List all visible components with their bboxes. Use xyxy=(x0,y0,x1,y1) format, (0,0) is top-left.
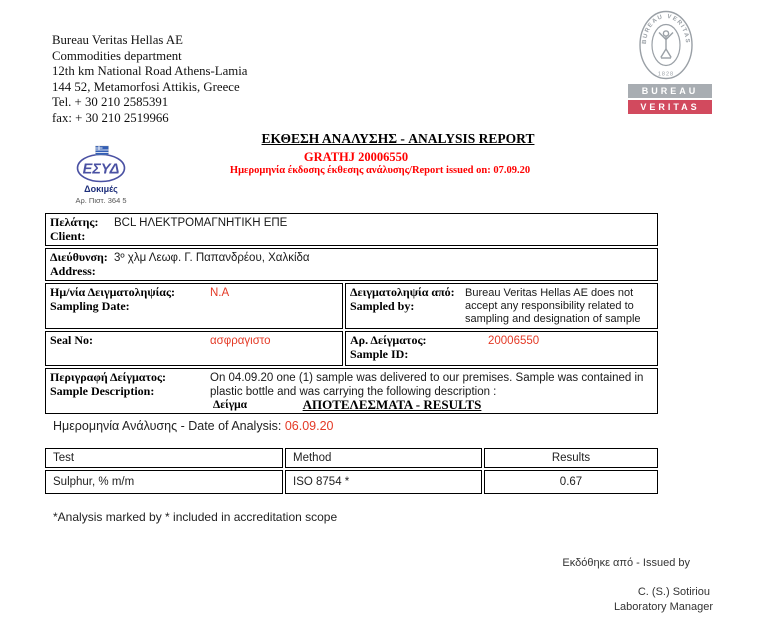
table-row xyxy=(45,331,658,366)
table-row xyxy=(45,213,658,246)
letterhead-line: Tel. + 30 210 2585391 xyxy=(52,95,169,110)
analysis-date-label: Ημερομηνία Ανάλυσης - Date of Analysis: xyxy=(53,419,282,433)
letterhead xyxy=(52,33,247,127)
veritas-bar: VERITAS xyxy=(628,100,712,114)
table-row xyxy=(45,283,658,329)
issued-by-label: Εκδόθηκε από - Issued by xyxy=(562,557,690,569)
client-value: BCL ΗΛΕΚΤΡΟΜΑΓΝΗΤΙΚΗ ΕΠΕ xyxy=(114,217,288,229)
column-header-method: Method xyxy=(285,448,482,468)
letterhead-line: 12th km National Road Athens-Lamia xyxy=(52,64,248,79)
results-heading: ΑΠΟΤΕΛΕΣΜΑΤΑ - RESULTS xyxy=(302,397,482,412)
analysis-date-line xyxy=(53,419,334,433)
bv-figure-icon xyxy=(659,31,673,58)
result-value-cell: 0.67 xyxy=(484,470,658,494)
signatory-name: C. (S.) Sotiriou xyxy=(637,586,710,598)
column-header-test: Test xyxy=(45,448,283,468)
sampling-date-label: Ημ/νία Δειγματοληψίας: Sampling Date: xyxy=(50,285,176,313)
sampled-by-value: Bureau Veritas Hellas AE does not accept any responsibility related to sampling and designation of sample xyxy=(465,287,641,325)
bureau-veritas-emblem-icon xyxy=(626,6,706,84)
analysis-date-value: 06.09.20 xyxy=(284,419,334,433)
sample-info-table xyxy=(45,213,658,414)
report-title: ΕΚΘΕΣΗ ΑΝΑΛΥΣΗΣ - ANALYSIS REPORT xyxy=(261,131,535,146)
sampling-date-value: N.A xyxy=(210,287,230,299)
report-reference: GRATHJ 20006550 xyxy=(303,150,409,164)
results-table xyxy=(45,448,658,494)
seal-no-label: Seal No: xyxy=(50,333,93,347)
table-row xyxy=(45,248,658,281)
signatory-role: Laboratory Manager xyxy=(613,601,713,613)
report-issued-line: Ημερομηνία έκδοσης έκθεσης ανάλυσης/Report issued on: 07.09.20 xyxy=(229,165,531,176)
sample-name: Δείγμα xyxy=(213,399,248,411)
sample-id-label: Αρ. Δείγματος: Sample ID: xyxy=(350,333,427,361)
esyd-field-label: Δοκιμές xyxy=(84,184,118,194)
letterhead-line: Commodities department xyxy=(52,48,182,63)
letterhead-line: Bureau Veritas Hellas AE xyxy=(52,33,183,47)
test-name-cell: Sulphur, % m/m xyxy=(45,470,283,494)
sample-id-value: 20006550 xyxy=(488,335,540,347)
results-data-row xyxy=(45,470,658,494)
address-value: 3º χλμ Λεωφ. Γ. Παπανδρέου, Χαλκίδα xyxy=(114,252,310,264)
letterhead-line: 144 52, Metamorfosi Attikis, Greece xyxy=(52,79,240,94)
method-cell: ISO 8754 * xyxy=(285,470,482,494)
letterhead-line: fax: + 30 210 2519966 xyxy=(52,110,169,125)
esyd-acronym-text: ΕΣΥΔ xyxy=(82,161,120,178)
accreditation-footnote: *Analysis marked by * included in accreditation scope xyxy=(53,510,338,524)
bureau-bar: BUREAU xyxy=(628,84,712,98)
sample-description-label: Περιγραφή Δείγματος: Sample Description: xyxy=(50,370,167,398)
sample-description-value: On 04.09.20 one (1) sample was delivered to our premises. Sample was contained in plastic bottle and was carrying the following description : Δείγμα xyxy=(210,371,657,411)
bv-arc-text: BUREAU VERITAS xyxy=(641,13,691,45)
column-header-results: Results xyxy=(484,448,658,468)
seal-no-value: ασφραγιστο xyxy=(210,335,271,347)
results-header-row xyxy=(45,448,658,468)
address-label: Διεύθυνση: Address: xyxy=(50,250,108,278)
sampled-by-label: Δειγματοληψία από: Sampled by: xyxy=(350,285,455,313)
bv-year-text: 1828 xyxy=(657,71,675,78)
client-label: Πελάτης: Client: xyxy=(50,215,99,243)
esyd-cert-number: Αρ. Πιστ. 364 5 xyxy=(75,196,127,205)
